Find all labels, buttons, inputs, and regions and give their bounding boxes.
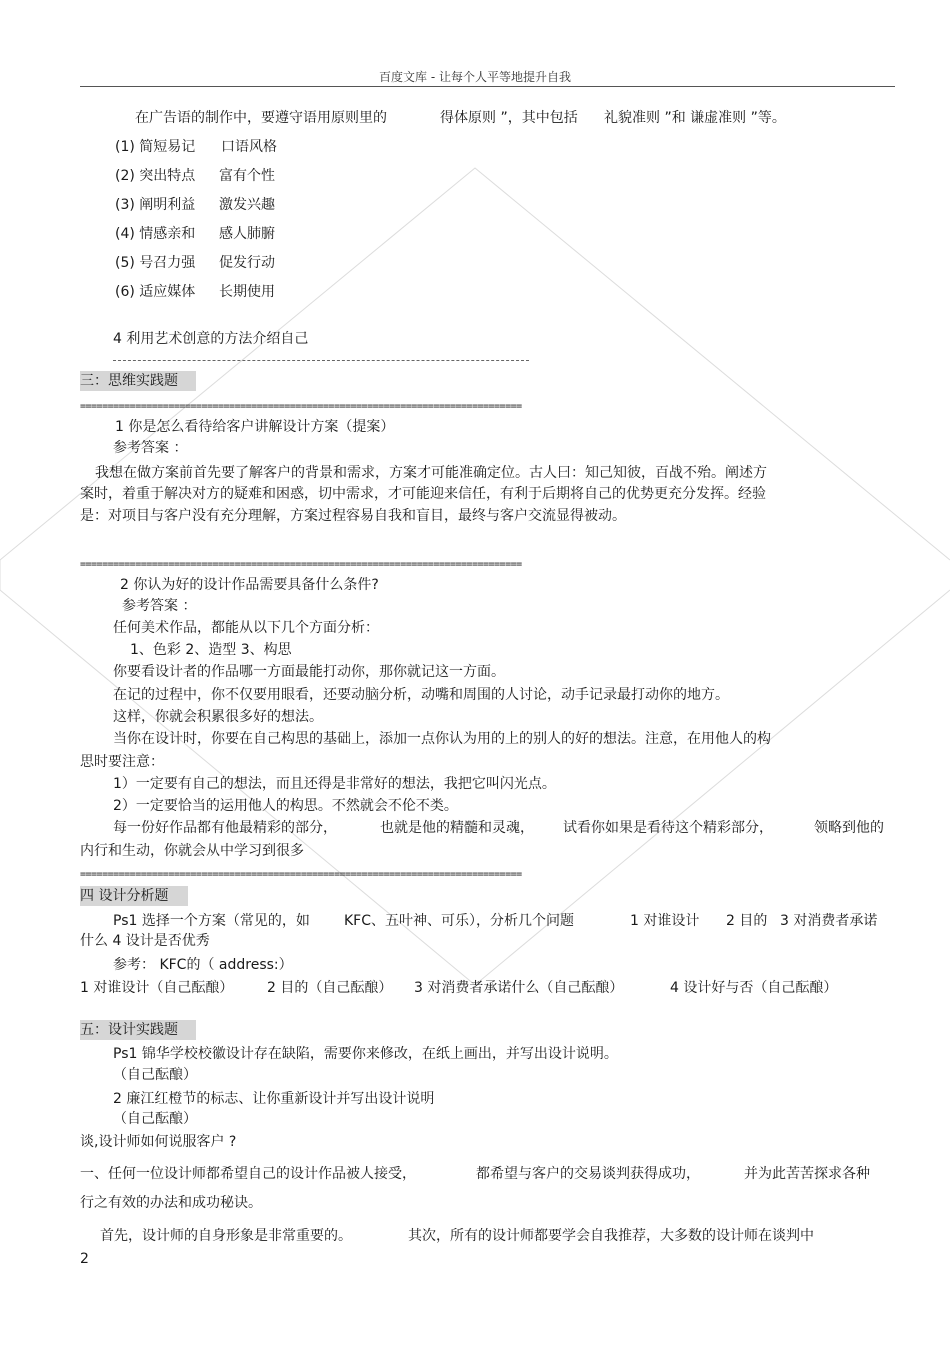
- question-part: KFC、五叶神、可乐），分析几个问题: [344, 913, 575, 929]
- section-title: 四 设计分析题: [80, 886, 188, 906]
- paragraph-part: 都希望与客户的交易谈判获得成功，: [476, 1166, 700, 1182]
- answer-line: 案时，着重于解决对方的疑难和困惑，切中需求，才可能迎来信任，有利于后期将自己的优势更充分发挥。经验: [80, 486, 766, 502]
- answer-line-part: 也就是他的精髓和灵魂，: [380, 820, 534, 836]
- note-text: （自己酝酿）: [113, 1067, 197, 1083]
- intro-lead: 在广告语的制作中，要遵守语用原则里的: [135, 110, 387, 126]
- answer-line: 我想在做方案前首先要了解客户的背景和需求，方案才可能准确定位。古人曰：知己知彼，百战不殆。阐述方: [95, 465, 767, 481]
- answer-line: 思时要注意：: [80, 754, 164, 770]
- paragraph-part: 并为此苦苦探求各种: [744, 1166, 870, 1182]
- question-part: 1 对谁设计: [630, 913, 700, 929]
- question-part: 2 目的: [726, 913, 768, 929]
- answer-line: 是：对项目与客户没有充分理解，方案过程容易自我和盲目，最终与客户交流显得被动。: [80, 508, 626, 524]
- paragraph-part: 一、任何一位设计师都希望自己的设计作品被人接受，: [80, 1166, 416, 1182]
- list-item-num: (3) 阐明利益: [115, 197, 196, 213]
- page-number: 2: [80, 1251, 89, 1267]
- equals-divider: ================================================================================: [80, 402, 522, 412]
- header-divider: [80, 86, 895, 87]
- paragraph-part: 首先，设计师的自身形象是非常重要的。: [100, 1228, 352, 1244]
- answer-line: 1、色彩 2、造型 3、构思: [130, 642, 292, 658]
- question-text: 1 你是怎么看待给客户讲解设计方案（提案）: [115, 419, 395, 435]
- answer-line: 你要看设计者的作品哪一方面最能打动你，那你就记这一方面。: [113, 664, 505, 680]
- page-header: 百度文库 - 让每个人平等地提升自我: [379, 70, 571, 84]
- intro-tail: 礼貌准则 ”和 谦虚准则 ”等。: [604, 110, 786, 126]
- answer-line-part: 领略到他的: [814, 820, 884, 836]
- answer-line: 当你在设计时，你要在自己构思的基础上，添加一点你认为用的上的别人的好的想法。注意，在用他人的构: [113, 731, 771, 747]
- answer-label: 参考答案 ：: [122, 598, 197, 614]
- question-part: Ps1 选择一个方案（常见的，如: [113, 913, 310, 929]
- reference-text: 参考： KFC的（ address:）: [113, 957, 293, 973]
- answer-line-part: 试看你如果是看待这个精彩部分，: [563, 820, 773, 836]
- answer-line: 任何美术作品，都能从以下几个方面分析：: [113, 620, 379, 636]
- list-item-desc: 长期使用: [219, 284, 275, 300]
- list-item-desc: 口语风格: [221, 139, 277, 155]
- answer-line: 在记的过程中，你不仅要用眼看，还要动脑分析，动嘴和周围的人讨论，动手记录最打动你的地方。: [113, 687, 729, 703]
- answer-part: 2 目的（自己酝酿）: [267, 980, 393, 996]
- list-item-desc: 富有个性: [219, 168, 275, 184]
- article-title: 谈,设计师如何说服客户 ?: [80, 1134, 237, 1150]
- answer-line: 这样，你就会积累很多好的想法。: [113, 709, 323, 725]
- question-text: 2 廉江红橙节的标志、让你重新设计并写出设计说明: [113, 1091, 435, 1107]
- paragraph-part: 其次，所有的设计师都要学会自我推荐，大多数的设计师在谈判中: [408, 1228, 814, 1244]
- question-text: 2 你认为好的设计作品需要具备什么条件?: [120, 577, 379, 593]
- list-item-desc: 感人肺腑: [219, 226, 275, 242]
- answer-label: 参考答案 ：: [113, 440, 188, 456]
- section-title: 三：思维实践题: [80, 371, 196, 391]
- answer-part: 4 设计好与否（自己酝酿）: [670, 980, 838, 996]
- answer-line: 2）一定要恰当的运用他人的构思。不然就会不伦不类。: [113, 798, 458, 814]
- question-text: Ps1 锦华学校校徽设计存在缺陷，需要你来修改，在纸上画出，并写出设计说明。: [113, 1046, 618, 1062]
- question-part: 3 对消费者承诺: [780, 913, 878, 929]
- list-item-desc: 促发行动: [219, 255, 275, 271]
- answer-line-part: 每一份好作品都有他最精彩的部分，: [113, 820, 337, 836]
- list-item-num: (1) 简短易记: [115, 139, 196, 155]
- equals-divider: ================================================================================: [80, 560, 522, 570]
- equals-divider: ================================================================================: [80, 870, 522, 880]
- list-item-num: (4) 情感亲和: [115, 226, 196, 242]
- answer-line: 1）一定要有自己的想法，而且还得是非常好的想法，我把它叫闪光点。: [113, 776, 556, 792]
- section-title: 五：设计实践题: [80, 1020, 196, 1040]
- answer-part: 3 对消费者承诺什么（自己酝酿）: [414, 980, 624, 996]
- question-4: 4 利用艺术创意的方法介绍自己: [113, 331, 309, 347]
- note-text: （自己酝酿）: [113, 1111, 197, 1127]
- answer-part: 1 对谁设计（自己酝酿）: [80, 980, 234, 996]
- list-item-num: (5) 号召力强: [115, 255, 196, 271]
- intro-mid: 得体原则 ”，其中包括: [440, 110, 578, 126]
- list-item-num: (2) 突出特点: [115, 168, 196, 184]
- paragraph-line: 行之有效的办法和成功秘诀。: [80, 1195, 262, 1211]
- list-item-num: (6) 适应媒体: [115, 284, 196, 300]
- dashed-divider: [113, 360, 529, 361]
- question-line: 什么 4 设计是否优秀: [80, 933, 210, 949]
- answer-line: 内行和生动，你就会从中学习到很多: [80, 843, 304, 859]
- list-item-desc: 激发兴趣: [219, 197, 275, 213]
